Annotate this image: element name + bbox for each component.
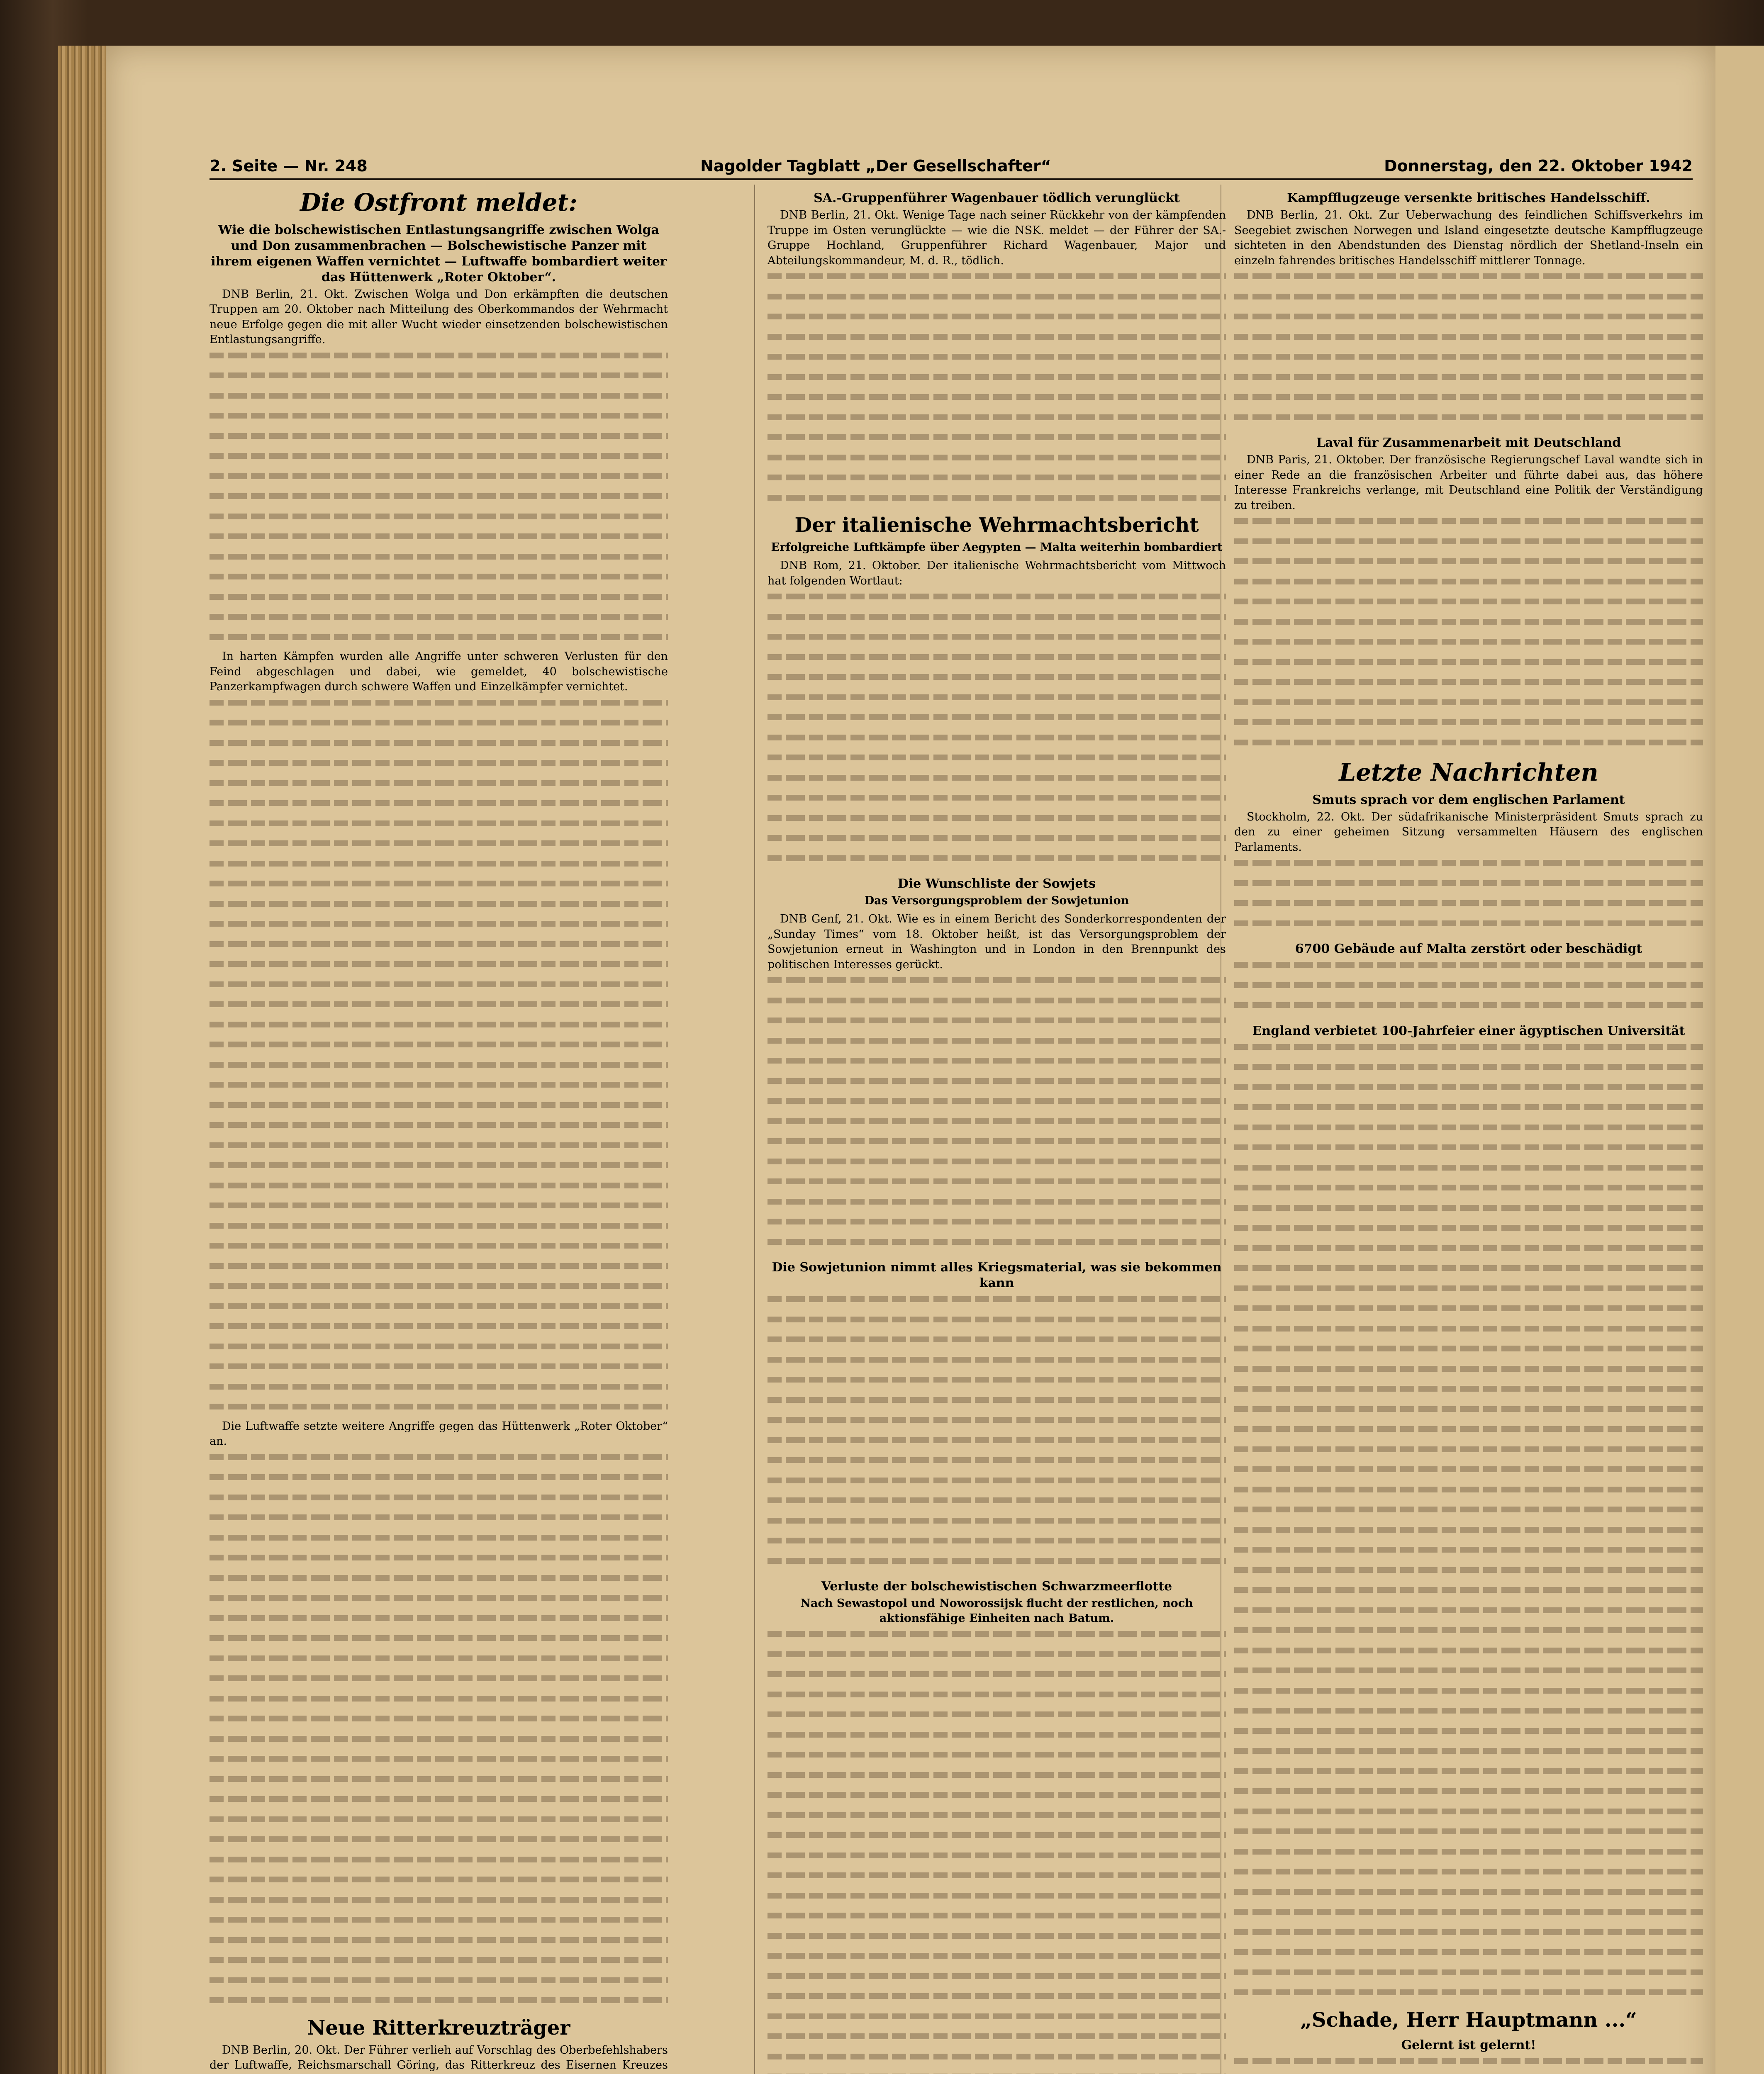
running-header <box>210 157 1693 180</box>
headline-ostfront: Die Ostfront meldet: <box>300 188 577 217</box>
article-paragraph: DNB Berlin, 20. Okt. Der Führer verlieh auf Vorschlag des Oberbefehlshabers der Luftwaffe, Reichsmarschall Göring, das Ritterkreuz des Eisernen Kreuzes <box>210 2043 668 2072</box>
subheadline-gelernt: Gelernt ist gelernt! <box>1401 2037 1536 2052</box>
article-paragraph: Die Luftwaffe setzte weitere Angriffe gegen das Hüttenwerk „Roter Oktober“ an. <box>210 1419 668 1448</box>
headline-wunschliste: Die Wunschliste der Sowjets <box>897 876 1096 891</box>
text-block <box>767 1296 1226 1573</box>
masthead-title: Nagolder Tagblatt „Der Gesellschafter“ <box>700 157 1051 175</box>
headline-schwarzmeerflotte: Verluste der bolschewistischen Schwarzmeerflotte <box>821 1579 1172 1594</box>
text-block <box>210 353 668 650</box>
facing-page-edge <box>1715 46 1764 2074</box>
column-rule <box>754 185 755 2074</box>
text-block <box>767 977 1226 1254</box>
text-block <box>1234 860 1703 935</box>
headline-malta: 6700 Gebäude auf Malta zerstört oder beschädigt <box>1295 942 1642 957</box>
text-block <box>1234 962 1703 1018</box>
column-1 <box>210 185 668 2074</box>
text-block <box>767 594 1226 870</box>
headline-wagenbauer: SA.-Gruppenführer Wagenbauer tödlich verunglückt <box>814 191 1180 205</box>
text-block <box>1234 518 1703 755</box>
headline-letzte-nachrichten: Letzte Nachrichten <box>1339 758 1598 786</box>
headline-laval: Laval für Zusammenarbeit mit Deutschland <box>1316 436 1621 450</box>
article-paragraph: DNB Berlin, 21. Okt. Zur Ueberwachung des feindlichen Schiffsverkehrs im Seegebiet zwischen Norwegen und Island eingesetzte deutsche Kampfflugzeuge sichteten in den Abendstunden des Dienstag nördlich der Shetland-Inseln ein einzeln fahrendes britisches Handelsschiff mittlerer Tonnage. <box>1234 209 1703 267</box>
headline-italien: Der italienische Wehrmachtsbericht <box>794 514 1199 537</box>
article-paragraph: DNB Rom, 21. Oktober. Der italienische Wehrmachtsbericht vom Mittwoch hat folgenden Wortlaut: <box>767 559 1226 587</box>
article-paragraph: DNB Genf, 21. Okt. Wie es in einem Bericht des Sonderkorrespondenten der „Sunday Times“ vom 18. Oktober heißt, ist das Versorgungsproblem der Sowjetunion erneut in Washington und in London in den Brennpunkt des politischen Interesses gerückt. <box>767 913 1226 971</box>
book-binding-edge <box>58 46 108 2074</box>
headline-universitaet: England verbietet 100-Jahrfeier einer ägyptischen Universität <box>1252 1023 1685 1038</box>
headline-smuts: Smuts sprach vor dem englischen Parlament <box>1312 792 1625 807</box>
text-block <box>767 1631 1226 2074</box>
headline-hauptmann: „Schade, Herr Hauptmann ...“ <box>1300 2008 1637 2032</box>
article-paragraph: DNB Berlin, 21. Okt. Wenige Tage nach seiner Rückkehr von der kämpfenden Truppe im Osten verunglückte — wie die NSK. meldet — der Führer der SA.-Gruppe Hochland, Gruppenführer Richard Wagenbauer, Major und Abteilungskommandeur, M. d. R., tödlich. <box>767 209 1226 267</box>
text-block <box>210 700 668 1419</box>
subheadline-schwarzmeerflotte: Nach Sewastopol und Noworossijsk flucht der restlichen, noch aktionsfähige Einheiten nach Batum. <box>800 1597 1193 1625</box>
page-number: 2. Seite — Nr. 248 <box>210 157 368 175</box>
issue-date: Donnerstag, den 22. Oktober 1942 <box>1384 157 1693 175</box>
article-paragraph: DNB Paris, 21. Oktober. Der französische Regierungschef Laval wandte sich in einer Rede an die französischen Arbeiter und führte dabei aus, das höhere Interesse Frankreichs verlange, mit Deutschland eine Politik der Verständigung zu treiben. <box>1234 453 1703 512</box>
column-2 <box>767 185 1226 2074</box>
subheadline-versorgung: Das Versorgungsproblem der Sowjetunion <box>864 894 1129 908</box>
text-block <box>1234 2058 1703 2074</box>
text-block <box>767 273 1226 510</box>
text-block <box>210 1454 668 2013</box>
article-paragraph: Stockholm, 22. Okt. Der südafrikanische Ministerpräsident Smuts sprach zu den zu einer geheimen Sitzung versammelten Häusern des englischen Parlaments. <box>1234 810 1703 854</box>
column-3 <box>1234 185 1703 2074</box>
article-paragraph: In harten Kämpfen wurden alle Angriffe unter schweren Verlusten für den Feind abgeschlagen und dabei, wie gemeldet, 40 bolschewistische Panzerkampfwagen durch schwere Waffen und Einzelkämpfer vernichtet. <box>210 650 668 694</box>
article-paragraph: DNB Berlin, 21. Okt. Zwischen Wolga und Don erkämpften die deutschen Truppen am 20. Oktober nach Mitteilung des Oberkommandos der Wehrmacht neue Erfolge gegen die mit aller Wucht wieder einsetzenden bolschewistischen Entlastungsangriffe. <box>210 287 668 346</box>
headline-handelsschiff: Kampfflugzeuge versenkte britisches Handelsschiff. <box>1287 191 1650 205</box>
text-block <box>1234 1044 1703 2005</box>
subheadline-italien: Erfolgreiche Luftkämpfe über Aegypten — Malta weiterhin bombardiert <box>771 541 1223 554</box>
headline-ritterkreuz: Neue Ritterkreuzträger <box>307 2016 570 2040</box>
subheadline-ostfront: Wie die bolschewistischen Entlastungsangriffe zwischen Wolga und Don zusammenbrachen — Bolschewistische Panzer mit ihrem eigenen Waffen vernichtet — Luftwaffe bombardiert weiter das Hüttenwerk „Roter Oktober“. <box>211 222 667 285</box>
headline-kriegsmaterial: Die Sowjetunion nimmt alles Kriegsmaterial, was sie bekommen kann <box>772 1260 1222 1291</box>
text-block <box>1234 273 1703 429</box>
